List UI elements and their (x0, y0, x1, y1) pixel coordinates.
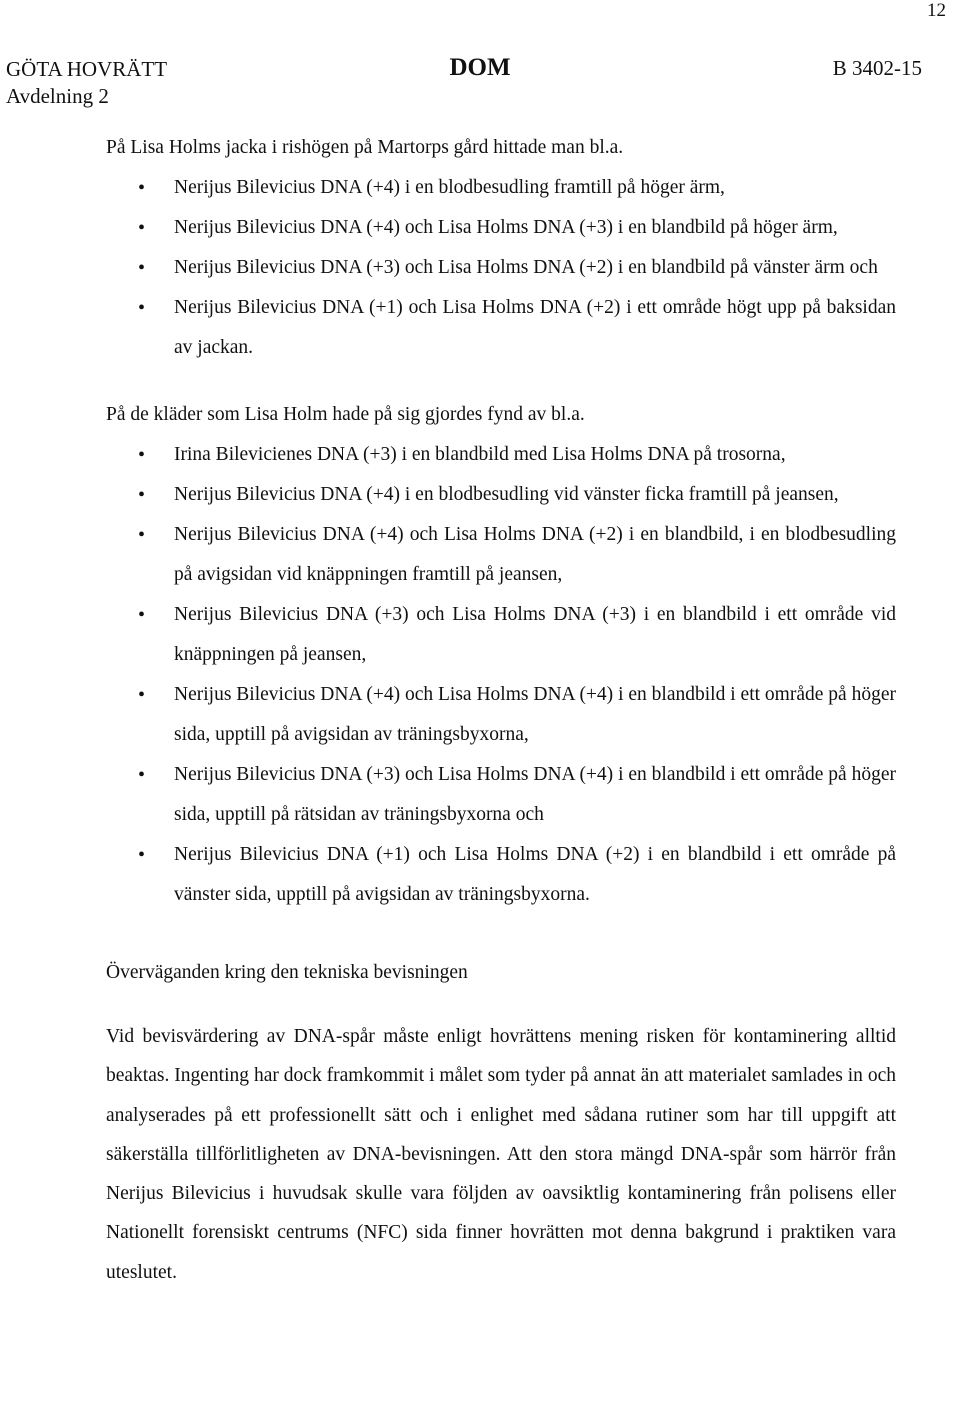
assessment-paragraph: Vid bevisvärdering av DNA-spår måste enligt hovrättens mening risken för kontaminering alltid beaktas. Ingenting har dock framkommit i målet som tyder på annat än att materialet samlades in och analyserades på ett professionellt sätt och i enlighet med sådana rutiner som har till uppgift att säkerställa tillförlitligheten av DNA-bevisningen. Att den stora mängd DNA-spår som härrör från Nerijus Bilevicius i huvudsak skulle vara följden av oavsiktlig kontaminering från polisens eller Nationellt forensiskt centrums (NFC) sida finner hovrätten mot denna bakgrund i praktiken vara uteslutet. (106, 1026, 896, 1283)
list-item: • Nerijus Bilevicius DNA (+4) och Lisa Holms DNA (+2) i en blandbild, i en blodbesudling på avigsidan vid knäppningen framtill på jeansen, (106, 515, 896, 595)
section-heading: Överväganden kring den tekniska bevisningen (106, 962, 468, 983)
page-number: 12 (927, 0, 946, 21)
clothes-findings-intro: På de kläder som Lisa Holm hade på sig gjordes fynd av bl.a. (106, 404, 585, 425)
court-division: Avdelning 2 (6, 84, 109, 108)
list-item: • Nerijus Bilevicius DNA (+4) i en blodbesudling vid vänster ficka framtill på jeansen, (106, 475, 896, 515)
list-item: • Nerijus Bilevicius DNA (+3) och Lisa Holms DNA (+2) i en blandbild på vänster ärm och (106, 248, 896, 288)
jacket-findings-intro: På Lisa Holms jacka i rishögen på Martorps gård hittade man bl.a. (106, 137, 624, 158)
list-item: • Nerijus Bilevicius DNA (+1) och Lisa Holms DNA (+2) i en blandbild i ett område på vänster sida, upptill på avigsidan av träningsbyxorna. (106, 835, 896, 915)
jacket-findings-list (106, 168, 896, 368)
list-item: • Nerijus Bilevicius DNA (+3) och Lisa Holms DNA (+4) i en blandbild i ett område på höger sida, upptill på rätsidan av träningsbyxorna och (106, 755, 896, 835)
list-item: • Nerijus Bilevicius DNA (+3) och Lisa Holms DNA (+3) i en blandbild i ett område vid knäppningen på jeansen, (106, 595, 896, 675)
clothes-findings-list (106, 435, 896, 915)
list-item: • Irina Bilevicienes DNA (+3) i en blandbild med Lisa Holms DNA på trosorna, (106, 435, 896, 475)
court-name: GÖTA HOVRÄTT (6, 57, 168, 81)
document-body (106, 128, 896, 1292)
list-item: • Nerijus Bilevicius DNA (+1) och Lisa Holms DNA (+2) i ett område högt upp på baksidan av jackan. (106, 288, 896, 368)
list-item: • Nerijus Bilevicius DNA (+4) och Lisa Holms DNA (+3) i en blandbild på höger ärm, (106, 208, 896, 248)
list-item: • Nerijus Bilevicius DNA (+4) och Lisa Holms DNA (+4) i en blandbild i ett område på höger sida, upptill på avigsidan av träningsbyxorna, (106, 675, 896, 755)
document-type: DOM (449, 54, 511, 81)
list-item: • Nerijus Bilevicius DNA (+4) i en blodbesudling framtill på höger ärm, (106, 168, 896, 208)
case-number: B 3402-15 (832, 56, 922, 80)
